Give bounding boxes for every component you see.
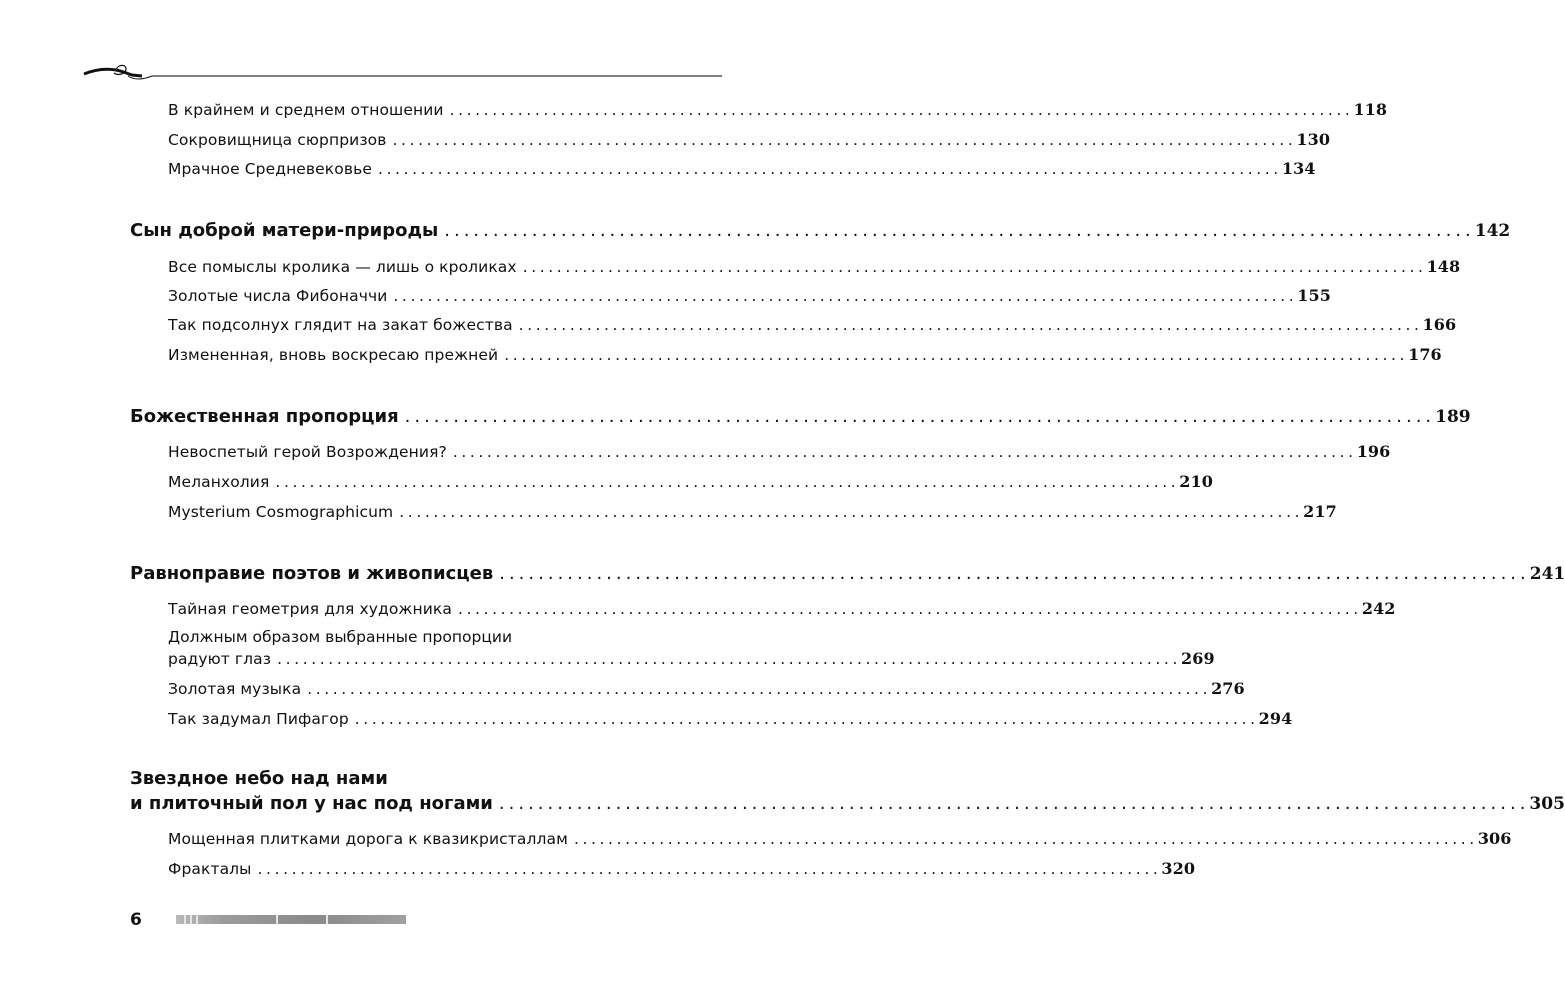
toc-entry-first-line: Должным образом выбранные пропорции <box>168 628 513 646</box>
toc-entry <box>168 130 1331 149</box>
toc-entry <box>168 286 1331 305</box>
toc-entry-page: 210 <box>1179 472 1213 491</box>
footer-decorative-bar <box>176 915 406 924</box>
toc-entry-page: 166 <box>1422 315 1457 334</box>
toc-entry-page: 134 <box>1281 159 1316 178</box>
toc-entry-title: Мощенная плитками дорога к квазикристаллам <box>168 830 568 848</box>
toc-chapter-page: 241 <box>1529 564 1565 584</box>
toc-entry-title: Так подсолнух глядит на закат божества <box>168 316 513 334</box>
dot-leader: .......................................................................................................... <box>307 680 1212 698</box>
toc-entry <box>168 315 1457 334</box>
toc-entry <box>168 159 1316 178</box>
toc-entry-title: Сокровищница сюрпризов <box>168 131 387 149</box>
toc-entry-page: 130 <box>1296 130 1331 149</box>
toc-entry-page: 217 <box>1303 502 1337 521</box>
toc-entry-title: Золотая музыка <box>168 680 302 698</box>
dot-leader: .......................................................................................................... <box>392 131 1297 149</box>
toc-entry <box>168 257 1461 276</box>
toc-entry <box>168 679 1245 698</box>
toc-chapter <box>130 220 1511 241</box>
header-flourish-ornament <box>82 60 722 84</box>
toc-entry-page: 155 <box>1297 286 1331 305</box>
toc-entry <box>168 859 1196 878</box>
dot-leader: .......................................................................................................... <box>275 473 1180 491</box>
toc-entry-page: 320 <box>1161 859 1196 878</box>
toc-entry-page: 306 <box>1477 829 1512 848</box>
toc-entry <box>168 100 1388 119</box>
dot-leader: .......................................................................................................... <box>354 710 1259 728</box>
dot-leader: .......................................................................................................... <box>452 443 1357 461</box>
toc-entry-title: В крайнем и среднем отношении <box>168 101 444 119</box>
toc-chapter <box>130 406 1471 427</box>
toc-entry-title: Так задумал Пифагор <box>168 710 349 728</box>
toc-chapter <box>130 563 1565 584</box>
dot-leader: .......................................................................................................... <box>393 287 1298 305</box>
toc-entry <box>168 442 1391 461</box>
toc-entry <box>168 502 1337 521</box>
toc-entry-title: Фракталы <box>168 860 252 878</box>
dot-leader: .......................................................................................................... <box>444 220 1475 241</box>
toc-entry <box>168 472 1213 491</box>
toc-entry-title: радуют глаз <box>168 650 272 668</box>
toc-entry-title: Все помыслы кролика — лишь о кроликах <box>168 258 517 276</box>
toc-chapter-title-line1: Звездное небо над нами <box>130 768 388 789</box>
dot-leader: .......................................................................................................... <box>573 830 1478 848</box>
dot-leader: .......................................................................................................... <box>404 406 1436 427</box>
toc-entry-page: 176 <box>1408 345 1442 364</box>
dot-leader: .......................................................................................................... <box>377 160 1282 178</box>
toc-entry <box>168 709 1293 728</box>
toc-entry-page: 118 <box>1353 100 1388 119</box>
toc-entry-page: 294 <box>1258 709 1293 728</box>
toc-chapter-first-line <box>130 768 388 789</box>
dot-leader: .......................................................................................................... <box>518 316 1423 334</box>
dot-leader: .......................................................................................................... <box>504 346 1409 364</box>
toc-entry-title: Мрачное Средневековье <box>168 160 372 178</box>
toc-entry-title: Тайная геометрия для художника <box>168 600 452 618</box>
toc-chapter-page: 142 <box>1474 221 1511 241</box>
dot-leader: .......................................................................................................... <box>499 563 1530 584</box>
toc-chapter-title: Божественная пропорция <box>130 406 399 427</box>
dot-leader: .......................................................................................................... <box>522 258 1427 276</box>
dot-leader: .......................................................................................................... <box>498 793 1530 814</box>
page-number: 6 <box>130 910 142 930</box>
toc-entry-page: 276 <box>1211 679 1245 698</box>
toc-entry-page: 269 <box>1181 649 1215 668</box>
toc-entry-page: 242 <box>1361 599 1396 618</box>
toc-chapter <box>130 793 1565 814</box>
toc-entry-title: Mysterium Cosmographicum <box>168 503 394 521</box>
toc-chapter-page: 305 <box>1529 794 1565 814</box>
dot-leader: .......................................................................................................... <box>399 503 1304 521</box>
toc-chapter-title: Равноправие поэтов и живописцев <box>130 563 494 584</box>
toc-entry-page: 148 <box>1426 257 1461 276</box>
toc-entry <box>168 649 1215 668</box>
dot-leader: .......................................................................................................... <box>449 101 1354 119</box>
toc-entry <box>168 599 1396 618</box>
dot-leader: .......................................................................................................... <box>257 860 1162 878</box>
toc-chapter-title: Сын доброй матери-природы <box>130 220 439 241</box>
toc-entry-title: Меланхолия <box>168 473 270 491</box>
toc-entry-title: Золотые числа Фибоначчи <box>168 287 388 305</box>
dot-leader: .......................................................................................................... <box>457 600 1362 618</box>
toc-entry <box>168 829 1512 848</box>
dot-leader: .......................................................................................................... <box>277 650 1181 668</box>
toc-entry-title: Измененная, вновь воскресаю прежней <box>168 346 499 364</box>
toc-chapter-page: 189 <box>1435 407 1471 427</box>
toc-entry-page: 196 <box>1356 442 1391 461</box>
toc-chapter-title: и плиточный пол у нас под ногами <box>130 793 493 814</box>
toc-entry-title: Невоспетый герой Возрождения? <box>168 443 447 461</box>
toc-entry <box>168 345 1442 364</box>
